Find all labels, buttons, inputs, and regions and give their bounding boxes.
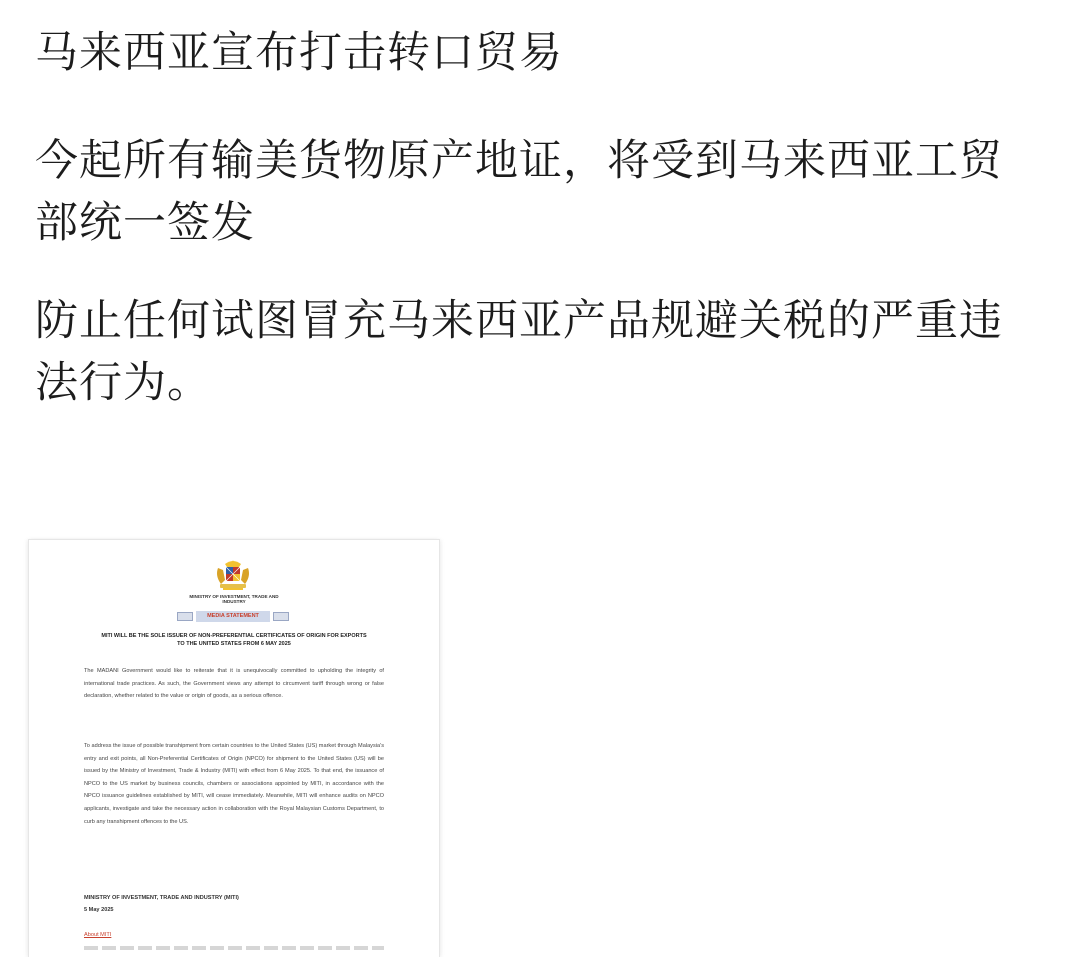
cut-off-text-line (84, 946, 384, 950)
flag-icon (273, 612, 289, 621)
post-paragraph: 今起所有输美货物原产地证，将受到马来西亚工贸部统一签发 (35, 136, 1003, 248)
document-paragraph: The MADANI Government would like to reiterate that it is unequivocally committed to upholding the integrity of international trade practices. As such, the Government views any attempt to circumvent tariff through wrong or false declaration, whether related to the value or origin of goods, as a serious offence. (84, 668, 384, 700)
ministry-name: MINISTRY OF INVESTMENT, TRADE AND INDUSTRY (189, 594, 279, 604)
media-statement-badge (177, 611, 289, 622)
signature-ministry: MINISTRY OF INVESTMENT, TRADE AND INDUSTRY (MITI) (84, 895, 239, 901)
post-title: 马来西亚宣布打击转口贸易 (35, 28, 563, 78)
badge-label: MEDIA STATEMENT (196, 611, 270, 622)
about-link: About MITI (84, 932, 112, 938)
flag-icon (177, 612, 193, 621)
document-date: 5 May 2025 (84, 907, 114, 913)
media-statement-document (29, 540, 439, 957)
document-paragraph: To address the issue of possible transhipment from certain countries to the United States (US) market through Malaysia's entry and exit points, all Non-Preferential Certificates of Origin (NPCO) for shipment to the United States (US) will be issued by the Ministry of Investment, Trade & Industry (MITI) with effect from 6 May 2025. To that end, the issuance of NPCO to the US market by business councils, chambers or associations appointed by MITI, in accordance with the NPCO issuance guidelines established by MITI, will cease immediately. Meanwhile, MITI will enhance audits on NPCO applicants, investigate and take the necessary action in collaboration with the Royal Malaysian Customs Department, to curb any transhipment offences to the US. (84, 743, 384, 825)
attached-document-image[interactable] (29, 540, 439, 957)
post-paragraph: 防止任何试图冒充马来西亚产品规避关税的严重违法行为。 (35, 296, 1003, 408)
document-title: MITI WILL BE THE SOLE ISSUER OF NON-PREFERENTIAL CERTIFICATES OF ORIGIN FOR EXPORTS TO THE UNITED STATES FROM 6 MAY 2025 (101, 633, 367, 647)
post-text (35, 22, 1045, 460)
malaysia-coat-of-arms-icon (211, 558, 255, 592)
document-signature (84, 892, 384, 916)
